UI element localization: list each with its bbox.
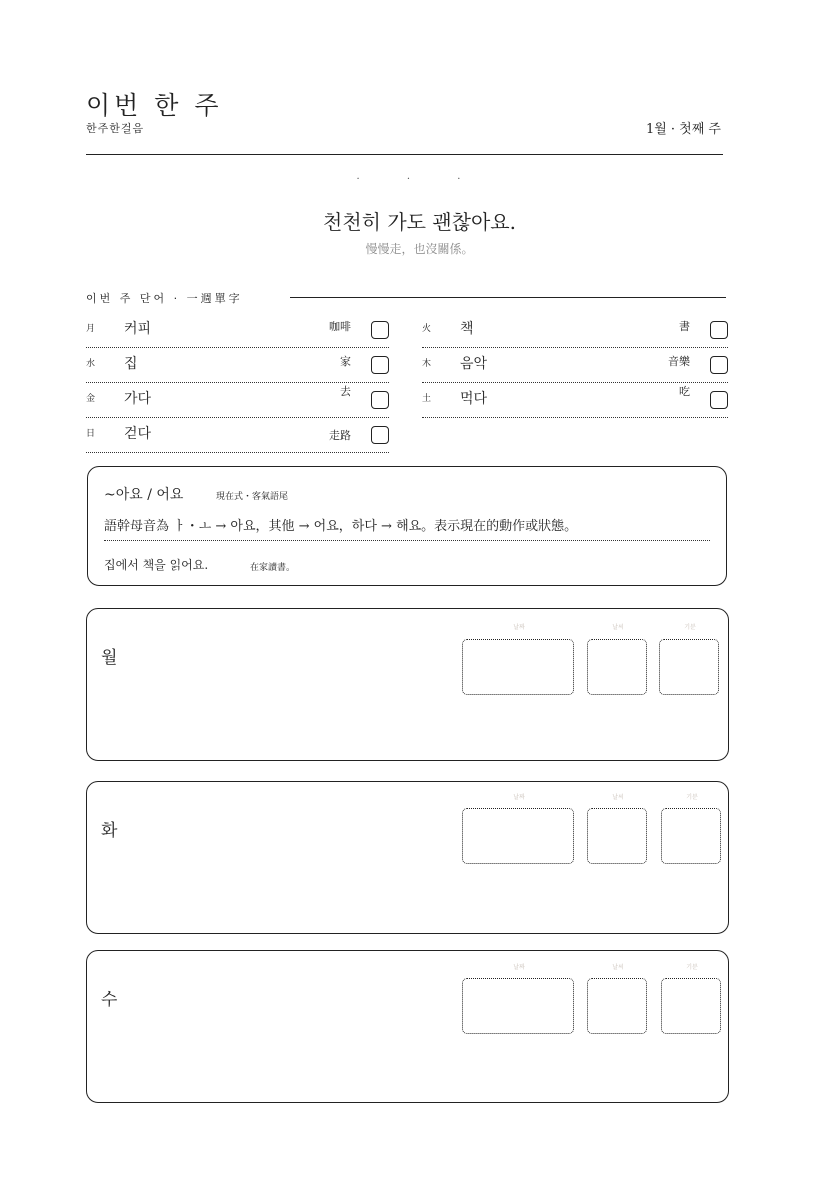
vocab-day: 土 xyxy=(422,394,432,404)
vocab-heading-rule xyxy=(290,297,726,298)
vocab-item xyxy=(86,348,389,383)
day-box-tuesday xyxy=(86,781,729,934)
vocab-word: 걷다 xyxy=(124,426,152,442)
vocab-list-left xyxy=(86,313,389,453)
vocab-meaning: 吃 xyxy=(679,385,690,398)
vocab-checkbox[interactable] xyxy=(710,321,728,339)
vocab-word: 가다 xyxy=(124,391,152,407)
weather-label: 날씨 xyxy=(612,964,624,971)
day-label: 월 xyxy=(101,648,118,668)
vocab-meaning: 音樂 xyxy=(668,355,690,368)
vocab-item xyxy=(422,383,728,418)
vocab-list-right xyxy=(422,313,728,418)
vocab-day: 日 xyxy=(86,429,96,439)
mood-label: 기분 xyxy=(686,964,698,971)
vocab-meaning: 去 xyxy=(340,385,351,398)
date-field[interactable] xyxy=(462,808,574,864)
weather-field[interactable] xyxy=(587,639,647,695)
mood-field[interactable] xyxy=(659,639,719,695)
date-label: 날짜 xyxy=(513,794,525,801)
day-box-wednesday xyxy=(86,950,729,1103)
grammar-tag: 現在式・客氣語尾 xyxy=(216,492,289,502)
day-box-monday xyxy=(86,608,729,761)
grammar-box xyxy=(87,466,727,586)
vocab-item xyxy=(422,348,728,383)
vocab-meaning: 咖啡 xyxy=(329,320,351,333)
vocab-word: 음악 xyxy=(460,356,488,372)
vocab-item xyxy=(86,418,389,453)
date-label: 날짜 xyxy=(513,964,525,971)
vocab-checkbox[interactable] xyxy=(371,321,389,339)
vocab-checkbox[interactable] xyxy=(710,356,728,374)
date-field[interactable] xyxy=(462,978,574,1034)
date-label: 날짜 xyxy=(513,624,525,631)
vocab-word: 커피 xyxy=(124,321,152,337)
mood-label: 기분 xyxy=(686,794,698,801)
vocab-day: 水 xyxy=(86,359,96,369)
vocab-word: 먹다 xyxy=(460,391,488,407)
mood-field[interactable] xyxy=(661,808,721,864)
day-label: 수 xyxy=(101,990,118,1010)
grammar-title: ~아요 / 어요 xyxy=(104,487,184,503)
weather-field[interactable] xyxy=(587,808,647,864)
quote-dots: · · · xyxy=(356,174,483,185)
vocab-meaning: 家 xyxy=(340,355,351,368)
grammar-divider xyxy=(104,540,710,541)
vocab-meaning: 走路 xyxy=(329,429,351,442)
grammar-example: 집에서 책을 읽어요. xyxy=(104,558,209,572)
vocab-checkbox[interactable] xyxy=(371,391,389,409)
page-title: 이번 한 주 xyxy=(86,91,223,120)
vocab-day: 火 xyxy=(422,324,432,334)
vocab-heading: 이번 주 단어 · 一週單字 xyxy=(86,292,243,305)
vocab-checkbox[interactable] xyxy=(710,391,728,409)
header-divider xyxy=(86,154,723,155)
vocab-word: 책 xyxy=(460,321,474,337)
week-label: 1월 · 첫째 주 xyxy=(645,122,721,137)
mood-label: 기분 xyxy=(684,624,696,631)
weather-label: 날씨 xyxy=(612,794,624,801)
grammar-example-translation: 在家讀書。 xyxy=(250,563,296,573)
weather-field[interactable] xyxy=(587,978,647,1034)
vocab-item xyxy=(422,313,728,348)
vocab-checkbox[interactable] xyxy=(371,356,389,374)
day-label: 화 xyxy=(101,821,118,841)
quote-korean: 천천히 가도 괜찮아요. xyxy=(323,210,516,234)
weather-label: 날씨 xyxy=(612,624,624,631)
vocab-word: 집 xyxy=(124,356,138,372)
date-field[interactable] xyxy=(462,639,574,695)
vocab-item xyxy=(86,313,389,348)
page-subtitle: 한주한걸음 xyxy=(86,122,145,135)
quote-chinese: 慢慢走，也沒關係。 xyxy=(365,242,474,256)
grammar-description: 語幹母音為 ㅏ・ㅗ → 아요，其他 → 어요，하다 → 해요。表示現在的動作或狀態。 xyxy=(104,519,578,534)
vocab-day: 木 xyxy=(422,359,432,369)
vocab-day: 月 xyxy=(86,324,96,334)
mood-field[interactable] xyxy=(661,978,721,1034)
vocab-meaning: 書 xyxy=(679,320,690,333)
vocab-checkbox[interactable] xyxy=(371,426,389,444)
vocab-item xyxy=(86,383,389,418)
vocab-day: 金 xyxy=(86,394,96,404)
